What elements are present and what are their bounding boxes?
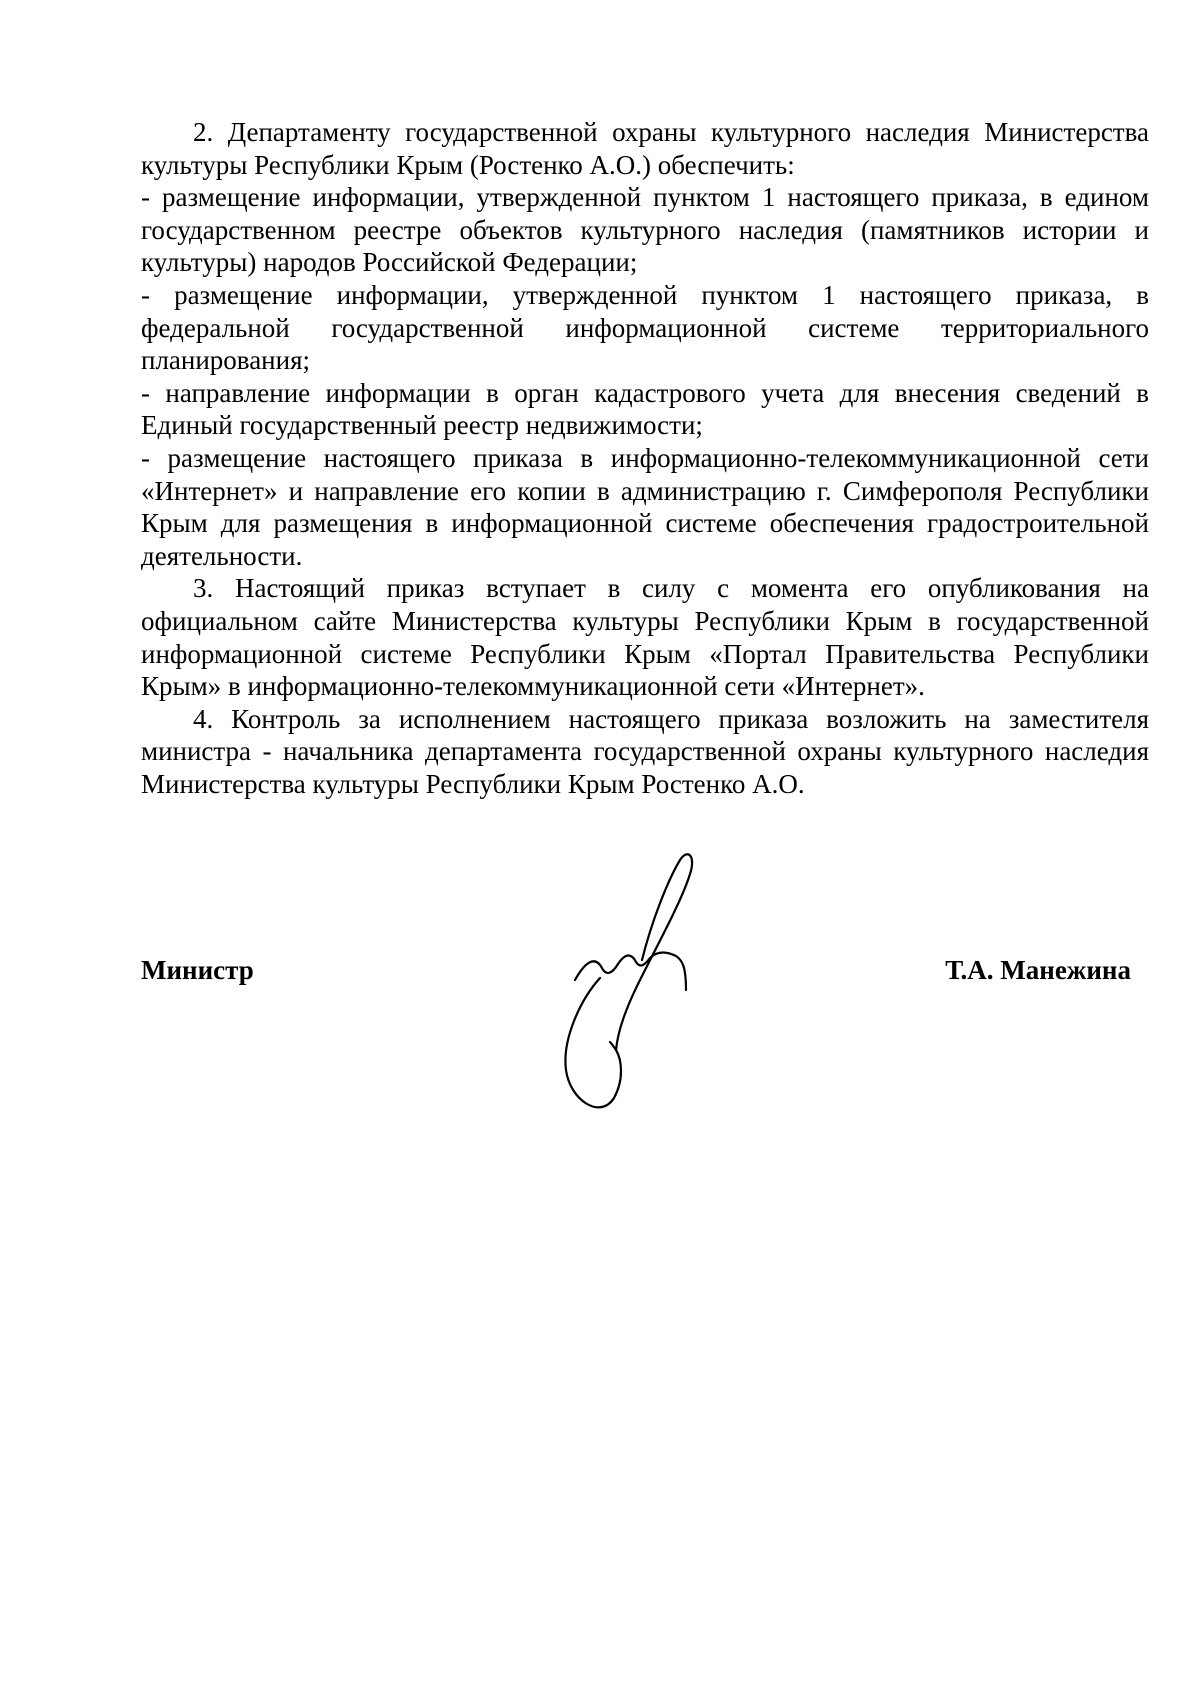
paragraph-item-3: 3. Настоящий приказ вступает в силу с момента его опубликования на официальном сайте Министерства культуры Республики Крым в государственной информационной системе Республики Крым «Портал Правительства Республики Крым» в информационно-телекоммуникационной сети «Интернет». [141, 573, 1149, 702]
paragraph-item-4: 4. Контроль за исполнением настоящего приказа возложить на заместителя министра - начальника департамента государственной охраны культурного наследия Министерства культуры Республики Крым Ростенко А.О. [141, 703, 1149, 799]
paragraph-bullet-internet: - размещение настоящего приказа в информационно-телекоммуникационной сети «Интернет» и направление его копии в администрацию г. Симферополя Республики Крым для размещения в информационной системе обеспечения градостроительной деятельности. [141, 442, 1149, 571]
handwritten-signature-icon [540, 850, 720, 1120]
paragraph-item-2: 2. Департаменту государственной охраны культурного наследия Министерства культуры Республики Крым (Ростенко А.О.) обеспечить: [141, 117, 1149, 180]
signatory-name: Т.А. Манежина [945, 955, 1131, 985]
paragraph-bullet-registry: - размещение информации, утвержденной пунктом 1 настоящего приказа, в едином государственном реестре объектов культурного наследия (памятников истории и культуры) народов Российской Федерации; [141, 182, 1149, 278]
signatory-title: Министр [141, 955, 254, 985]
document-body [141, 116, 1149, 800]
paragraph-bullet-planning-system: - размещение информации, утвержденной пунктом 1 настоящего приказа, в федеральной государственной информационной системе территориального планирования; [141, 279, 1149, 376]
paragraph-bullet-cadastral: - направление информации в орган кадастрового учета для внесения сведений в Единый государственный реестр недвижимости; [141, 377, 1149, 441]
